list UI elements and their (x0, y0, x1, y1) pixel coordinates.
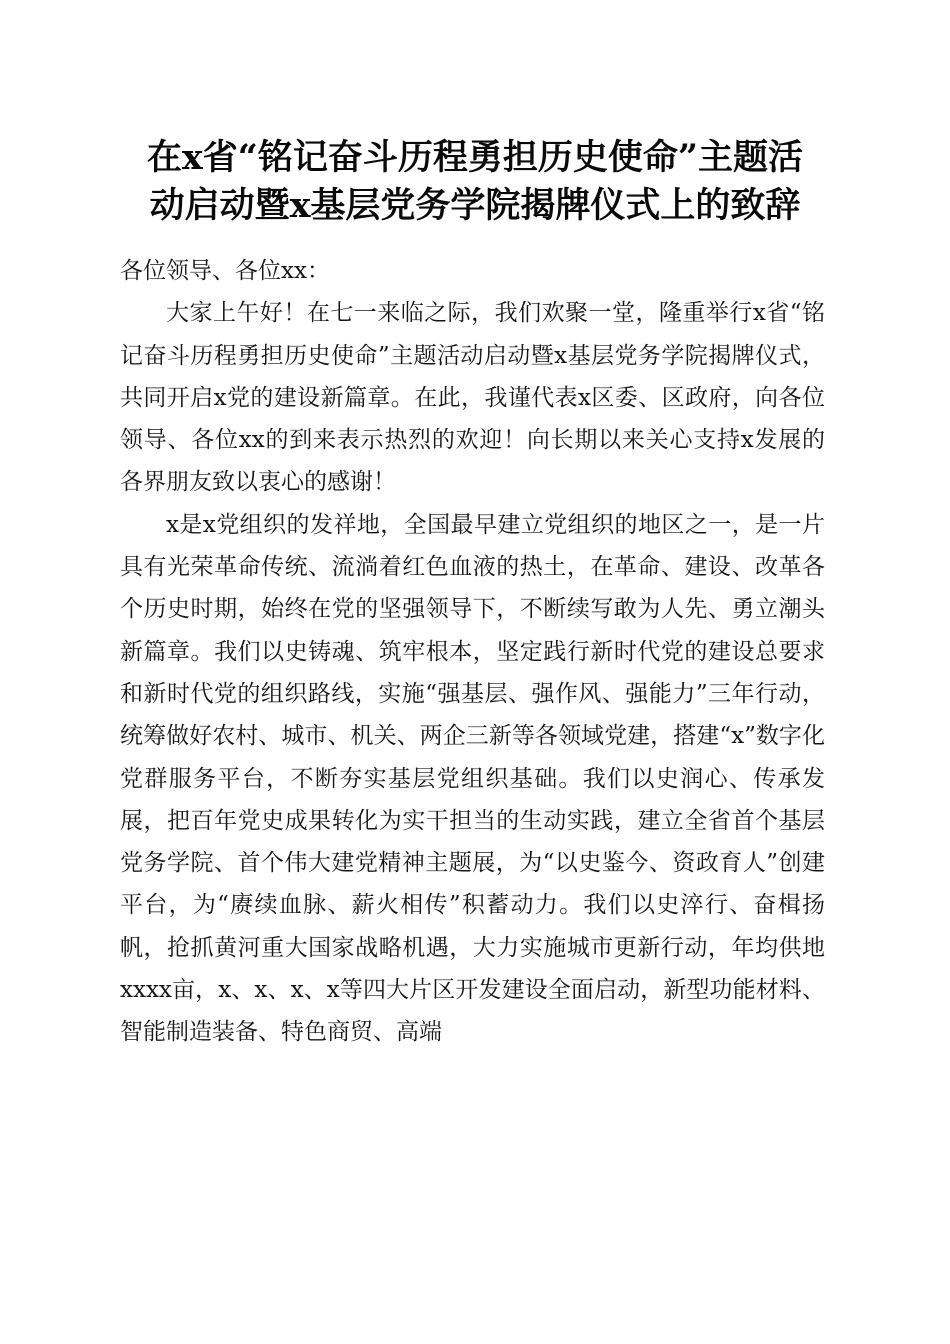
document-title (100, 134, 850, 230)
paragraph-history: x是x党组织的发祥地，全国最早建立党组织的地区之一，是一片具有光荣革命传统、流淌着红色血液的热土，在革命、建设、改革各个历史时期，始终在党的坚强领导下，不断续写敢为人先、勇立潮头新篇章。我们以史铸魂、筑牢根本，坚定践行新时代党的建设总要求和新时代党的组织路线，实施“强基层、强作风、强能力”三年行动，统筹做好农村、城市、机关、两企三新等各领域党建，搭建“x”数字化党群服务平台，不断夯实基层党组织基础。我们以史润心、传承发展，把百年党史成果转化为实干担当的生动实践，建立全省首个基层党务学院、首个伟大建党精神主题展，为“以史鉴今、资政育人”创建平台，为“赓续血脉、薪火相传”积蓄动力。我们以史淬行、奋楫扬帆，抢抓黄河重大国家战略机遇，大力实施城市更新行动，年均供地xxxx亩，x、x、x、x等四大片区开发建设全面启动，新型功能材料、智能制造装备、特色商贸、高端 (120, 511, 825, 1046)
title-line-1: 在x省“铭记奋斗历程勇担历史使命”主题活 (146, 137, 804, 178)
salutation: 各位领导、各位xx： (120, 258, 330, 284)
paragraph-welcome: 大家上午好！在七一来临之际，我们欢聚一堂，隆重举行x省“铭记奋斗历程勇担历史使命”主题活动启动暨x基层党务学院揭牌仪式，共同开启x党的建设新篇章。在此，我谨代表x区委、区政府，向各位领导、各位xx的到来表示热烈的欢迎！向长期以来关心支持x发展的各界朋友致以衷心的感谢！ (120, 300, 825, 496)
document-body (120, 250, 825, 1054)
title-line-2: 动启动暨x基层党务学院揭牌仪式上的致辞 (149, 185, 801, 226)
